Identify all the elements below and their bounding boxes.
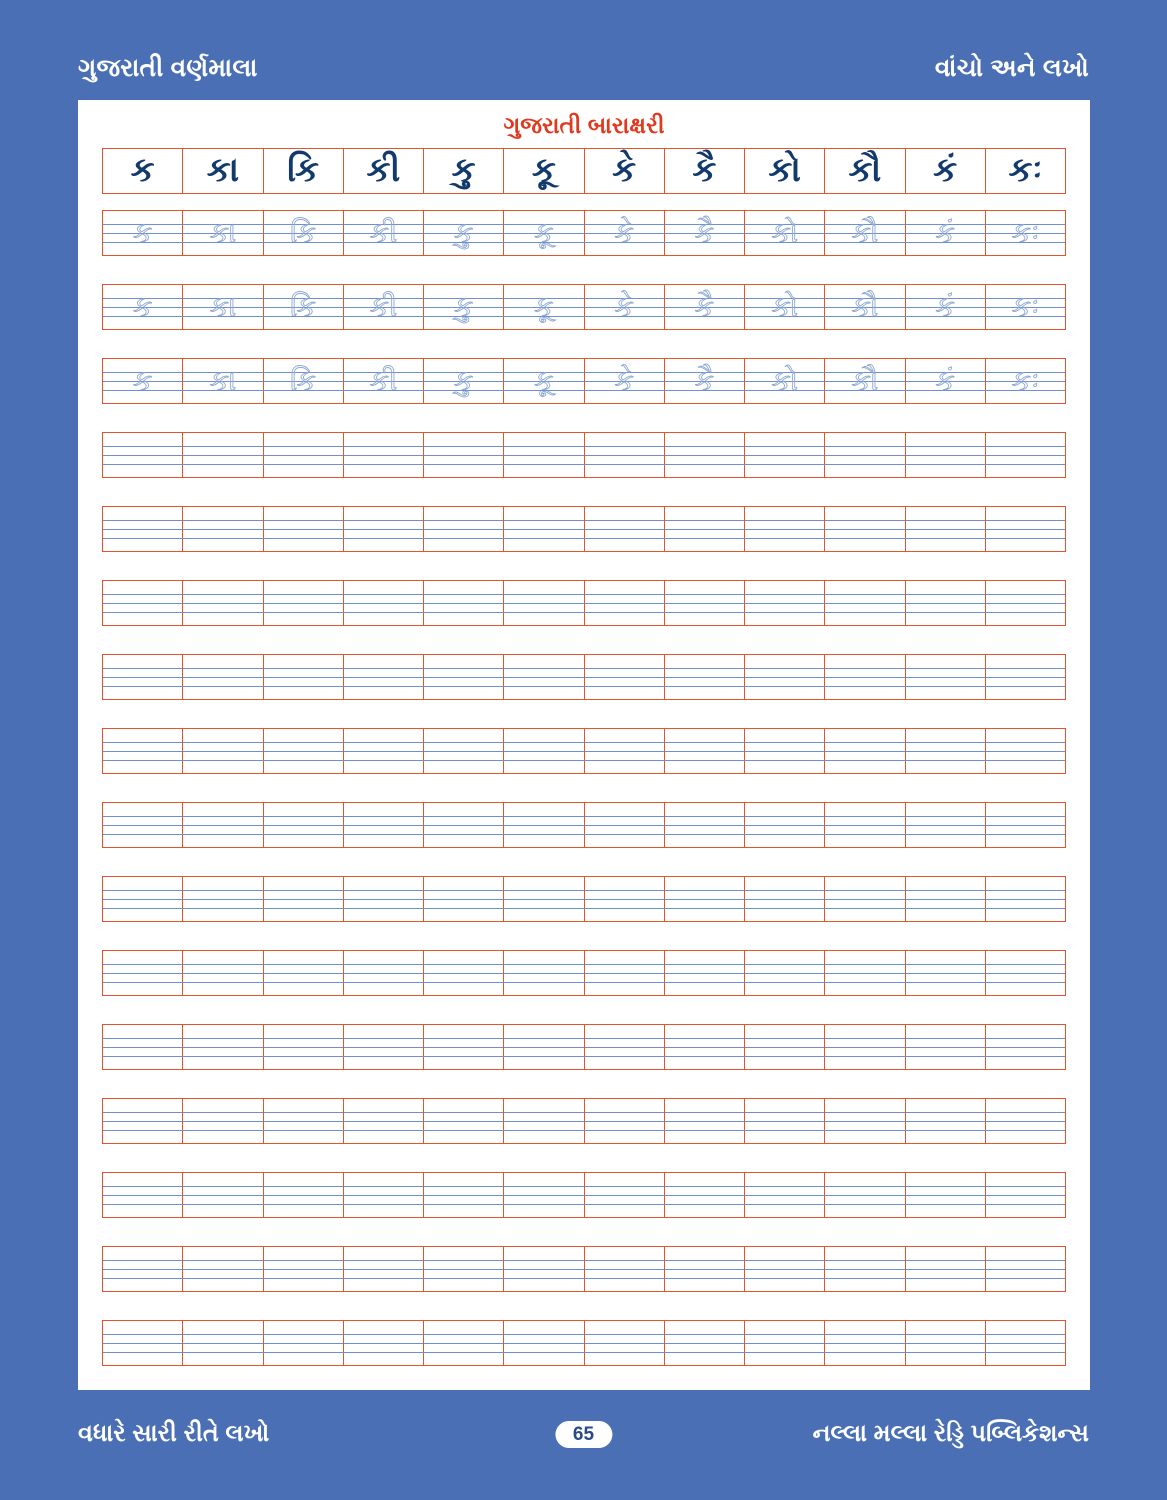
letter-glyph: કે — [612, 151, 637, 189]
tracing-row — [102, 284, 1066, 330]
blank-cell — [745, 433, 825, 477]
blank-practice-row — [102, 432, 1066, 478]
blank-cell — [264, 877, 344, 921]
blank-cell — [665, 581, 745, 625]
tracing-cell — [986, 211, 1065, 255]
blank-cell — [504, 951, 584, 995]
blank-cell — [665, 803, 745, 847]
blank-cell — [585, 729, 665, 773]
trace-letter-glyph: કા — [209, 365, 237, 396]
footer-right-text: નલ્લા મલ્લા રેડ્ડિ પબ્લિકેશન્સ — [812, 1420, 1089, 1447]
blank-cell — [504, 877, 584, 921]
blank-cell — [585, 951, 665, 995]
trace-letter-glyph: કૈ — [694, 291, 715, 322]
blank-cell — [504, 1173, 584, 1217]
trace-letter-glyph: કો — [771, 291, 799, 322]
letter-glyph: કા — [206, 151, 240, 189]
header-right-title: વાંચો અને લખો — [934, 53, 1089, 82]
tracing-cell — [745, 211, 825, 255]
blank-cell — [103, 951, 183, 995]
trace-letter-glyph: કૈ — [694, 365, 715, 396]
tracing-cell — [183, 359, 263, 403]
blank-cell — [183, 1173, 263, 1217]
blank-cell — [986, 1173, 1065, 1217]
blank-practice-row — [102, 654, 1066, 700]
blank-cell — [665, 729, 745, 773]
blank-cell — [825, 951, 905, 995]
blank-cell — [585, 1247, 665, 1291]
tracing-cell — [906, 285, 986, 329]
blank-cell — [825, 433, 905, 477]
letter-glyph: કૈ — [692, 151, 717, 189]
blank-practice-row — [102, 950, 1066, 996]
blank-cell — [906, 655, 986, 699]
blank-cell — [665, 1099, 745, 1143]
blank-cell — [906, 507, 986, 551]
blank-cell — [504, 1099, 584, 1143]
trace-letter-glyph: કુ — [453, 291, 474, 322]
trace-letter-glyph: કે — [614, 217, 635, 248]
blank-cell — [906, 729, 986, 773]
blank-cell — [264, 581, 344, 625]
blank-cell — [103, 1173, 183, 1217]
blank-practice-row — [102, 580, 1066, 626]
blank-cell — [424, 1099, 504, 1143]
blank-cell — [183, 1321, 263, 1365]
letter-cell — [504, 149, 584, 193]
blank-cell — [103, 877, 183, 921]
tracing-cell — [344, 285, 424, 329]
blank-cell — [504, 729, 584, 773]
blank-cell — [424, 729, 504, 773]
trace-letter-glyph: કૂ — [533, 217, 554, 248]
blank-practice-row — [102, 1098, 1066, 1144]
trace-letter-glyph: કો — [771, 217, 799, 248]
blank-practice-row — [102, 506, 1066, 552]
trace-letter-glyph: કે — [614, 365, 635, 396]
tracing-row — [102, 358, 1066, 404]
tracing-cell — [745, 285, 825, 329]
blank-cell — [103, 581, 183, 625]
blank-cell — [986, 877, 1065, 921]
trace-letter-glyph: કૈ — [694, 217, 715, 248]
blank-cell — [585, 655, 665, 699]
letter-cell — [264, 149, 344, 193]
blank-cell — [906, 803, 986, 847]
blank-cell — [424, 1247, 504, 1291]
blank-cell — [825, 1099, 905, 1143]
letter-glyph: ક — [130, 151, 155, 189]
blank-cell — [264, 1247, 344, 1291]
worksheet-sheet — [78, 100, 1090, 1390]
blank-cell — [504, 581, 584, 625]
blank-cell — [344, 1025, 424, 1069]
letter-glyph: કં — [933, 151, 958, 189]
blank-cell — [906, 951, 986, 995]
blank-cell — [504, 1247, 584, 1291]
tracing-cell — [504, 211, 584, 255]
blank-cell — [745, 1173, 825, 1217]
blank-cell — [585, 1173, 665, 1217]
tracing-cell — [825, 211, 905, 255]
tracing-cell — [665, 285, 745, 329]
blank-cell — [906, 1099, 986, 1143]
tracing-cell — [183, 211, 263, 255]
letter-cell — [825, 149, 905, 193]
letter-cell — [745, 149, 825, 193]
blank-cell — [585, 581, 665, 625]
blank-cell — [986, 581, 1065, 625]
tracing-cell — [745, 359, 825, 403]
trace-letter-glyph: કે — [614, 291, 635, 322]
blank-cell — [424, 655, 504, 699]
blank-cell — [264, 803, 344, 847]
trace-letter-glyph: કઃ — [1011, 365, 1040, 396]
blank-cell — [344, 507, 424, 551]
tracing-cell — [906, 211, 986, 255]
blank-cell — [264, 507, 344, 551]
trace-letter-glyph: કં — [935, 217, 956, 248]
letter-cell — [585, 149, 665, 193]
blank-cell — [344, 1099, 424, 1143]
letters-header-row — [102, 148, 1066, 194]
blank-cell — [745, 1247, 825, 1291]
blank-cell — [103, 1321, 183, 1365]
blank-cell — [986, 433, 1065, 477]
blank-cell — [665, 951, 745, 995]
blank-cell — [585, 877, 665, 921]
letter-cell — [424, 149, 504, 193]
tracing-cell — [344, 211, 424, 255]
blank-cell — [504, 507, 584, 551]
tracing-cell — [906, 359, 986, 403]
tracing-cell — [424, 285, 504, 329]
letter-glyph: કૌ — [848, 151, 882, 189]
blank-cell — [103, 1099, 183, 1143]
blank-cell — [183, 729, 263, 773]
blank-cell — [183, 1247, 263, 1291]
blank-cell — [103, 1247, 183, 1291]
trace-letter-glyph: કિ — [290, 365, 317, 396]
letter-glyph: કો — [768, 151, 801, 189]
blank-practice-row — [102, 876, 1066, 922]
blank-cell — [585, 507, 665, 551]
blank-cell — [745, 1025, 825, 1069]
blank-cell — [344, 951, 424, 995]
blank-cell — [665, 877, 745, 921]
blank-cell — [986, 1321, 1065, 1365]
trace-letter-glyph: કૂ — [533, 365, 554, 396]
tracing-cell — [424, 211, 504, 255]
blank-cell — [264, 433, 344, 477]
blank-cell — [424, 1173, 504, 1217]
blank-cell — [825, 655, 905, 699]
blank-cell — [906, 581, 986, 625]
blank-cell — [103, 1025, 183, 1069]
blank-cell — [264, 951, 344, 995]
blank-cell — [504, 1321, 584, 1365]
blank-cell — [986, 1247, 1065, 1291]
blank-cell — [424, 507, 504, 551]
tracing-cell — [665, 211, 745, 255]
blank-cell — [986, 507, 1065, 551]
trace-letter-glyph: કૌ — [851, 217, 879, 248]
blank-practice-row — [102, 728, 1066, 774]
trace-letter-glyph: કઃ — [1011, 291, 1040, 322]
blank-cell — [183, 507, 263, 551]
blank-cell — [264, 1321, 344, 1365]
blank-cell — [264, 655, 344, 699]
blank-cell — [344, 803, 424, 847]
blank-cell — [745, 803, 825, 847]
blank-cell — [825, 507, 905, 551]
letter-cell — [665, 149, 745, 193]
trace-letter-glyph: કિ — [290, 291, 317, 322]
blank-cell — [183, 433, 263, 477]
blank-cell — [264, 1099, 344, 1143]
trace-letter-glyph: કં — [935, 365, 956, 396]
blank-cell — [424, 433, 504, 477]
blank-cell — [183, 655, 263, 699]
blank-cell — [424, 803, 504, 847]
trace-letter-glyph: કઃ — [1011, 217, 1040, 248]
blank-cell — [665, 507, 745, 551]
trace-letter-glyph: કી — [369, 291, 398, 322]
blank-cell — [424, 1025, 504, 1069]
footer-left-text: વધારે સારી રીતે લખો — [78, 1420, 270, 1447]
blank-cell — [986, 1025, 1065, 1069]
trace-letter-glyph: કિ — [290, 217, 317, 248]
blank-cell — [665, 655, 745, 699]
blank-practice-row — [102, 802, 1066, 848]
blank-cell — [825, 1025, 905, 1069]
tracing-cell — [825, 285, 905, 329]
blank-cell — [745, 655, 825, 699]
blank-cell — [986, 729, 1065, 773]
blank-cell — [665, 1173, 745, 1217]
blank-cell — [103, 433, 183, 477]
blank-cell — [183, 877, 263, 921]
blank-cell — [183, 803, 263, 847]
blank-cell — [906, 877, 986, 921]
tracing-cell — [103, 359, 183, 403]
blank-cell — [665, 1247, 745, 1291]
blank-cell — [344, 729, 424, 773]
letter-cell — [344, 149, 424, 193]
blank-cell — [986, 951, 1065, 995]
blank-cell — [504, 655, 584, 699]
tracing-cell — [825, 359, 905, 403]
blank-cell — [745, 729, 825, 773]
blank-cell — [825, 1247, 905, 1291]
letter-glyph: કુ — [451, 151, 476, 189]
tracing-row — [102, 210, 1066, 256]
blank-cell — [825, 803, 905, 847]
trace-letter-glyph: કુ — [453, 217, 474, 248]
tracing-cell — [585, 211, 665, 255]
blank-cell — [745, 877, 825, 921]
blank-cell — [986, 803, 1065, 847]
blank-cell — [424, 581, 504, 625]
blank-cell — [745, 951, 825, 995]
blank-cell — [344, 1173, 424, 1217]
blank-cell — [103, 655, 183, 699]
blank-cell — [504, 433, 584, 477]
blank-cell — [183, 951, 263, 995]
tracing-cell — [103, 211, 183, 255]
blank-cell — [745, 581, 825, 625]
blank-cell — [825, 1173, 905, 1217]
tracing-cell — [986, 285, 1065, 329]
blank-cell — [344, 655, 424, 699]
blank-cell — [825, 729, 905, 773]
tracing-cell — [504, 285, 584, 329]
trace-letter-glyph: ક — [132, 365, 153, 396]
blank-cell — [424, 1321, 504, 1365]
blank-cell — [585, 1321, 665, 1365]
tracing-cell — [103, 285, 183, 329]
tracing-cell — [424, 359, 504, 403]
trace-letter-glyph: કા — [209, 291, 237, 322]
blank-cell — [665, 433, 745, 477]
trace-letter-glyph: કી — [369, 217, 398, 248]
blank-cell — [906, 1173, 986, 1217]
blank-cell — [986, 655, 1065, 699]
tracing-cell — [264, 359, 344, 403]
trace-letter-glyph: કુ — [453, 365, 474, 396]
blank-cell — [745, 1321, 825, 1365]
trace-letter-glyph: કી — [369, 365, 398, 396]
tracing-cell — [264, 211, 344, 255]
tracing-cell — [986, 359, 1065, 403]
page-number-badge: 65 — [555, 1421, 612, 1448]
blank-cell — [504, 1025, 584, 1069]
tracing-cell — [585, 359, 665, 403]
blank-cell — [825, 581, 905, 625]
blank-cell — [504, 803, 584, 847]
blank-cell — [906, 433, 986, 477]
trace-letter-glyph: ક — [132, 217, 153, 248]
worksheet-title: ગુજરાતી બારાક્ષરી — [503, 112, 665, 138]
letter-cell — [103, 149, 183, 193]
blank-cell — [344, 1321, 424, 1365]
blank-cell — [344, 1247, 424, 1291]
blank-practice-row — [102, 1320, 1066, 1366]
blank-cell — [585, 433, 665, 477]
letter-cell — [183, 149, 263, 193]
trace-letter-glyph: કં — [935, 291, 956, 322]
blank-cell — [103, 803, 183, 847]
blank-cell — [825, 877, 905, 921]
trace-letter-glyph: કૌ — [851, 291, 879, 322]
header-left-title: ગુજરાતી વર્ણમાલા — [78, 53, 258, 82]
blank-cell — [665, 1321, 745, 1365]
blank-cell — [986, 1099, 1065, 1143]
blank-cell — [103, 729, 183, 773]
trace-letter-glyph: કો — [771, 365, 799, 396]
blank-cell — [264, 729, 344, 773]
page-header — [0, 48, 1167, 88]
blank-cell — [183, 1025, 263, 1069]
blank-cell — [183, 581, 263, 625]
blank-cell — [424, 951, 504, 995]
blank-cell — [585, 803, 665, 847]
blank-practice-row — [102, 1024, 1066, 1070]
blank-cell — [906, 1321, 986, 1365]
tracing-cell — [264, 285, 344, 329]
blank-cell — [424, 877, 504, 921]
blank-practice-row — [102, 1246, 1066, 1292]
tracing-cell — [504, 359, 584, 403]
letter-glyph: કી — [366, 151, 401, 189]
trace-letter-glyph: ક — [132, 291, 153, 322]
blank-cell — [344, 581, 424, 625]
letter-cell — [986, 149, 1065, 193]
blank-cell — [585, 1099, 665, 1143]
blank-cell — [344, 433, 424, 477]
blank-cell — [906, 1247, 986, 1291]
tracing-cell — [665, 359, 745, 403]
blank-cell — [183, 1099, 263, 1143]
trace-letter-glyph: કૂ — [533, 291, 554, 322]
page-footer — [0, 1414, 1167, 1454]
trace-letter-glyph: કૌ — [851, 365, 879, 396]
letter-cell — [906, 149, 986, 193]
trace-letter-glyph: કા — [209, 217, 237, 248]
blank-cell — [825, 1321, 905, 1365]
blank-cell — [745, 507, 825, 551]
letter-glyph: કિ — [287, 151, 319, 189]
blank-cell — [906, 1025, 986, 1069]
blank-cell — [665, 1025, 745, 1069]
blank-cell — [585, 1025, 665, 1069]
blank-cell — [745, 1099, 825, 1143]
blank-cell — [264, 1173, 344, 1217]
letter-glyph: કઃ — [1008, 151, 1043, 189]
tracing-cell — [585, 285, 665, 329]
blank-cell — [344, 877, 424, 921]
blank-cell — [264, 1025, 344, 1069]
blank-cell — [103, 507, 183, 551]
tracing-cell — [344, 359, 424, 403]
tracing-cell — [183, 285, 263, 329]
letter-glyph: કૂ — [531, 151, 556, 189]
blank-practice-row — [102, 1172, 1066, 1218]
